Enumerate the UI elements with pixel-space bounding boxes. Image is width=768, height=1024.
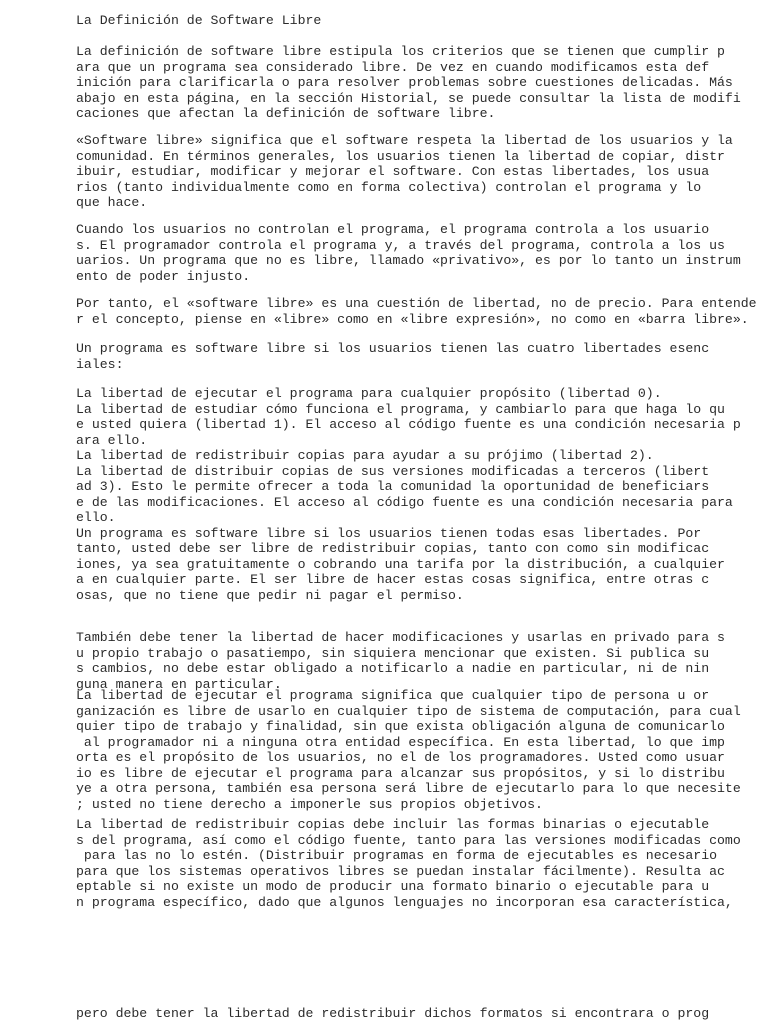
text-line: s cambios, no debe estar obligado a notificarlo a nadie en particular, ni de nin xyxy=(76,661,710,676)
text-line: ibuir, estudiar, modificar y mejorar el software. Con estas libertades, los usua xyxy=(76,164,710,179)
text-line: s del programa, así como el código fuente, tanto para las versiones modificadas como xyxy=(76,832,741,848)
text-line: Un programa es software libre si los usuarios tienen todas esas libertades. Por xyxy=(76,525,702,541)
paragraph-intro xyxy=(76,44,756,122)
text-line: También debe tener la libertad de hacer modificaciones y usarlas en privado para s xyxy=(76,630,725,645)
text-line: para que los sistemas operativos libres se puedan instalar fácilmente). Resulta ac xyxy=(76,863,725,879)
paragraph-private-modifications xyxy=(76,630,756,692)
text-line: ello. xyxy=(76,510,116,525)
text-line: io es libre de ejecutar el programa para alcanzar sus propósitos, y si lo distribu xyxy=(76,765,725,781)
text-line: Un programa es software libre si los usuarios tienen las cuatro libertades esenc xyxy=(76,341,710,356)
text-line: n programa específico, dado que algunos lenguajes no incorporan esa característica, xyxy=(76,894,733,910)
text-line: La libertad de ejecutar el programa significa que cualquier tipo de persona u or xyxy=(76,688,710,703)
text-line: s. El programador controla el programa y, a través del programa, controla a los us xyxy=(76,237,725,253)
text-line: a en cualquier parte. El ser libre de hacer estas cosas significa, entre otras c xyxy=(76,572,710,587)
text-line: que hace. xyxy=(76,195,148,210)
paragraph-freedom-not-price xyxy=(76,296,756,327)
text-line: La libertad de estudiar cómo funciona el programa, y cambiarlo para que haga lo qu xyxy=(76,401,725,417)
text-line: La libertad de redistribuir copias para ayudar a su prójimo (libertad 2). xyxy=(76,448,654,463)
text-line: ; usted no tiene derecho a imponerle sus propios objetivos. xyxy=(76,796,543,812)
text-line: eptable si no existe un modo de producir una formato binario o ejecutable para u xyxy=(76,879,710,894)
text-line: Cuando los usuarios no controlan el programa, el programa controla a los usuario xyxy=(76,222,710,237)
text-line: rios (tanto individualmente como en forma colectiva) controlan el programa y lo xyxy=(76,179,702,195)
paragraph-freedoms-list xyxy=(76,386,756,603)
text-line: iales: xyxy=(76,356,124,372)
text-line: ad 3). Esto le permite ofrecer a toda la comunidad la oportunidad de beneficiars xyxy=(76,479,710,494)
text-line: La libertad de redistribuir copias debe incluir las formas binarias o ejecutable xyxy=(76,817,710,832)
text-line: ara que un programa sea considerado libre. De vez en cuando modificamos esta def xyxy=(76,59,710,75)
text-line: ara ello. xyxy=(76,432,148,448)
text-line: caciones que afectan la definición de software libre. xyxy=(76,106,496,121)
text-line: r el concepto, piense en «libre» como en «libre expresión», no como en «barra libre». xyxy=(76,311,749,327)
paragraph-four-freedoms-intro xyxy=(76,341,756,372)
text-line: ento de poder injusto. xyxy=(76,268,251,284)
text-line: para las no lo estén. (Distribuir programas en forma de ejecutables es necesario xyxy=(76,848,718,863)
text-line: inición para clarificarla o para resolver problemas sobre cuestiones delicadas. Más xyxy=(76,75,733,90)
title-line: La Definición de Software Libre xyxy=(76,13,322,28)
text-line: La definición de software libre estipula los criterios que se tienen que cumplir p xyxy=(76,44,725,59)
text-line: ganización es libre de usarlo en cualquier tipo de sistema de computación, para cual xyxy=(76,703,741,719)
text-line: e de las modificaciones. El acceso al código fuente es una condición necesaria para xyxy=(76,494,733,510)
text-line: abajo en esta página, en la sección Historial, se puede consultar la lista de modifi xyxy=(76,90,741,106)
text-line: quier tipo de trabajo y finalidad, sin que exista obligación alguna de comunicarlo xyxy=(76,719,725,734)
text-line: La libertad de ejecutar el programa para cualquier propósito (libertad 0). xyxy=(76,386,662,401)
paragraph-meaning xyxy=(76,133,756,211)
text-line: ye a otra persona, también esa persona será libre de ejecutarlo para lo que necesite xyxy=(76,781,741,796)
paragraph-control xyxy=(76,222,756,284)
text-line: pero debe tener la libertad de redistribuir dichos formatos si encontrara o prog xyxy=(76,1006,710,1021)
text-line: orta es el propósito de los usuarios, no el de los programadores. Usted como usuar xyxy=(76,750,725,765)
text-line: osas, que no tiene que pedir ni pagar el permiso. xyxy=(76,587,464,603)
document-title xyxy=(76,13,756,29)
text-line: Por tanto, el «software libre» es una cuestión de libertad, no de precio. Para entende xyxy=(76,296,757,311)
paragraph-continuation xyxy=(76,1006,756,1022)
text-line: comunidad. En términos generales, los usuarios tienen la libertad de copiar, distr xyxy=(76,148,725,164)
text-line: «Software libre» significa que el software respeta la libertad de los usuarios y la xyxy=(76,133,733,148)
text-line: uarios. Un programa que no es libre, llamado «privativo», es por lo tanto un instrum xyxy=(76,253,741,268)
text-line: e usted quiera (libertad 1). El acceso al código fuente es una condición necesaria p xyxy=(76,417,741,432)
paragraph-freedom-to-run xyxy=(76,688,756,812)
text-line: tanto, usted debe ser libre de redistribuir copias, tanto con como sin modificac xyxy=(76,541,710,556)
text-line: u propio trabajo o pasatiempo, sin siquiera mencionar que existen. Si publica su xyxy=(76,645,710,661)
text-line: guna manera en particular. xyxy=(76,676,282,692)
paragraph-redistribute-binaries xyxy=(76,817,756,910)
text-line: iones, ya sea gratuitamente o cobrando una tarifa por la distribución, a cualquier xyxy=(76,556,725,572)
text-line: La libertad de distribuir copias de sus versiones modificadas a terceros (libert xyxy=(76,463,710,479)
text-line: al programador ni a ninguna otra entidad específica. En esta libertad, lo que imp xyxy=(76,734,725,750)
